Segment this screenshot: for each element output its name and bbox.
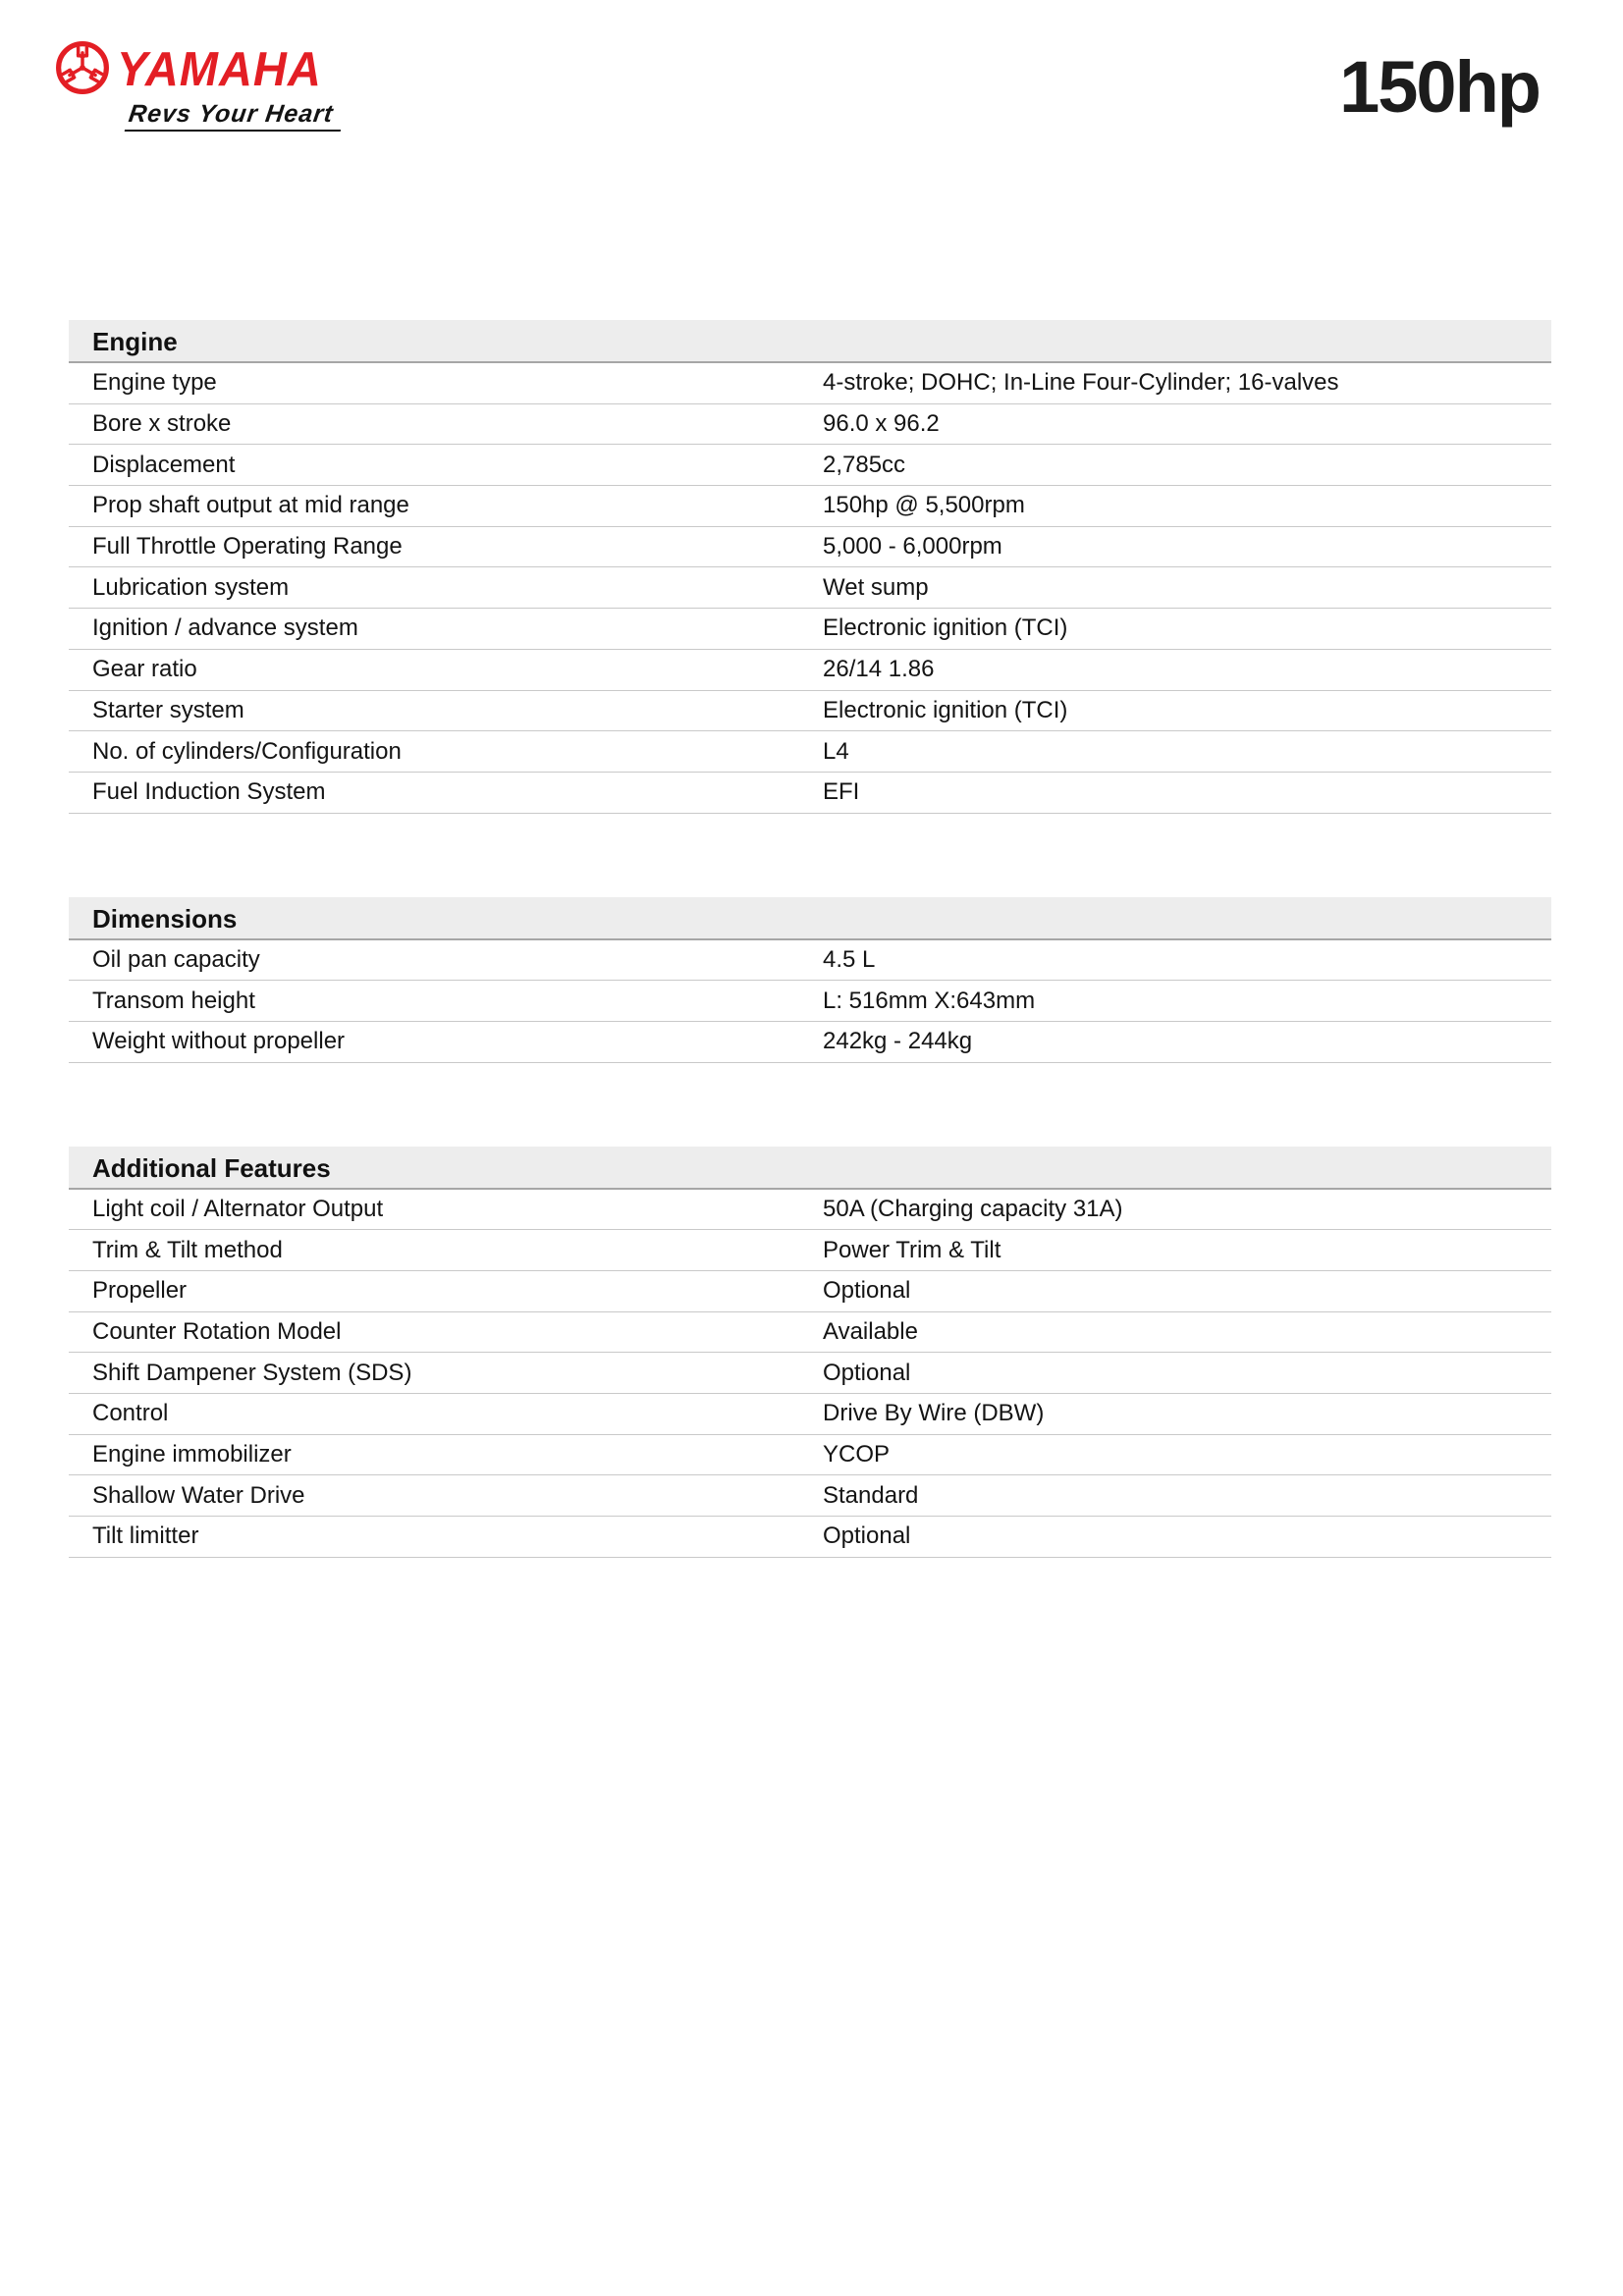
table-row (69, 1271, 1551, 1312)
spec-label: Oil pan capacity (92, 945, 260, 973)
spec-tables (69, 320, 1551, 1558)
spec-value: 2,785cc (823, 451, 906, 478)
table-row (69, 527, 1551, 568)
table-row (69, 1022, 1551, 1063)
table-row (69, 731, 1551, 773)
yamaha-tuning-fork-icon (54, 39, 111, 96)
spec-section-engine (69, 320, 1551, 814)
table-row (69, 363, 1551, 404)
table-row (69, 609, 1551, 650)
spec-label: Bore x stroke (92, 410, 232, 438)
spec-value: 4.5 L (823, 945, 876, 973)
spec-value: Available (823, 1318, 918, 1346)
spec-value: 242kg - 244kg (823, 1028, 973, 1055)
spec-label: Starter system (92, 696, 244, 723)
table-row (69, 404, 1551, 446)
spec-value: 4-stroke; DOHC; In-Line Four-Cylinder; 16-valves (823, 369, 1339, 397)
table-row (69, 1435, 1551, 1476)
table-row (69, 1394, 1551, 1435)
spec-value: 150hp @ 5,500rpm (823, 492, 1025, 519)
spec-value: EFI (823, 778, 860, 806)
table-row (69, 1230, 1551, 1271)
spec-label: Shallow Water Drive (92, 1481, 305, 1509)
table-row (69, 940, 1551, 982)
spec-label: No. of cylinders/Configuration (92, 737, 402, 765)
spec-label: Prop shaft output at mid range (92, 492, 409, 519)
spec-label: Displacement (92, 451, 236, 478)
table-row (69, 773, 1551, 814)
spec-value: Electronic ignition (TCI) (823, 696, 1068, 723)
spec-value: Drive By Wire (DBW) (823, 1400, 1045, 1427)
spec-label: Lubrication system (92, 573, 290, 601)
table-row (69, 1190, 1551, 1231)
spec-value: Optional (823, 1522, 911, 1550)
brand-wordmark: YAMAHA (117, 40, 322, 95)
spec-value: 96.0 x 96.2 (823, 410, 940, 438)
spec-label: Fuel Induction System (92, 778, 326, 806)
page-header (0, 0, 1623, 157)
yamaha-logo (54, 39, 343, 132)
spec-label: Counter Rotation Model (92, 1318, 342, 1346)
section-title: Dimensions (69, 897, 1551, 940)
spec-label: Propeller (92, 1277, 188, 1305)
spec-section-additional-features (69, 1147, 1551, 1558)
spec-label: Shift Dampener System (SDS) (92, 1359, 412, 1386)
table-row (69, 1353, 1551, 1394)
table-row (69, 567, 1551, 609)
spec-label: Engine immobilizer (92, 1441, 292, 1468)
spec-label: Ignition / advance system (92, 614, 358, 642)
spec-section-dimensions (69, 897, 1551, 1063)
model-name: 150hp (1339, 46, 1540, 128)
spec-label: Weight without propeller (92, 1028, 346, 1055)
spec-value: YCOP (823, 1441, 891, 1468)
spec-label: Light coil / Alternator Output (92, 1195, 384, 1222)
spec-label: Transom height (92, 987, 255, 1014)
spec-label: Trim & Tilt method (92, 1236, 283, 1263)
table-row (69, 691, 1551, 732)
table-row (69, 981, 1551, 1022)
spec-label: Full Throttle Operating Range (92, 533, 403, 561)
brand-tagline: Revs Your Heart (125, 100, 346, 132)
spec-label: Control (92, 1400, 169, 1427)
spec-value: L: 516mm X:643mm (823, 987, 1036, 1014)
spec-label: Gear ratio (92, 656, 197, 683)
spec-value: 5,000 - 6,000rpm (823, 533, 1002, 561)
spec-value: Optional (823, 1277, 911, 1305)
spec-value: 26/14 1.86 (823, 656, 935, 683)
spec-value: L4 (823, 737, 849, 765)
table-row (69, 1517, 1551, 1558)
spec-value: Optional (823, 1359, 911, 1386)
spec-value: Power Trim & Tilt (823, 1236, 1001, 1263)
section-title: Engine (69, 320, 1551, 363)
table-row (69, 486, 1551, 527)
table-row (69, 445, 1551, 486)
table-row (69, 1312, 1551, 1354)
spec-value: Electronic ignition (TCI) (823, 614, 1068, 642)
section-title: Additional Features (69, 1147, 1551, 1190)
spec-label: Tilt limitter (92, 1522, 199, 1550)
spec-value: Wet sump (823, 573, 929, 601)
spec-label: Engine type (92, 369, 217, 397)
table-row (69, 1475, 1551, 1517)
table-row (69, 650, 1551, 691)
spec-value: Standard (823, 1481, 919, 1509)
spec-value: 50A (Charging capacity 31A) (823, 1195, 1123, 1222)
